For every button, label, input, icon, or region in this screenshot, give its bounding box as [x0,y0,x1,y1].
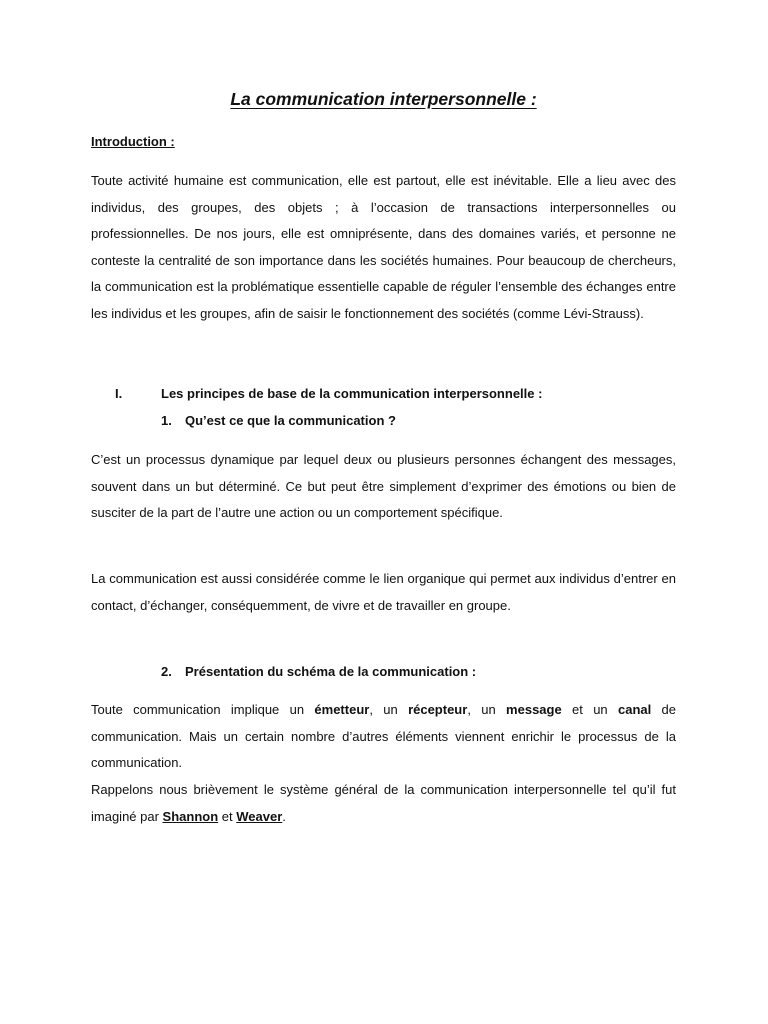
definition-paragraph: C’est un processus dynamique par lequel deux ou plusieurs personnes échangent des messages, souvent dans un but déterminé. Ce but peut être simplement d’exprimer des émotions ou bien de susciter de la part de l’autre une action ou un comportement spécifique. [91,452,676,520]
introduction-paragraph: Toute activité humaine est communication, elle est partout, elle est inévitable. Elle a lieu avec des individus, des groupes, des objets ; à l’occasion de transactions interpersonnelles ou professionnelles. De nos jours, elle est omniprésente, dans des domaines variés, et personne ne conteste la centralité de son importance dans les sociétés humaines. Pour beaucoup de chercheurs, la communication est la problématique essentielle capable de réguler l’ensemble des échanges entre les individus et les groupes, afin de saisir le fonctionnement des sociétés (comme Lévi-Strauss). [91,173,676,321]
term-recepteur: récepteur [408,702,468,717]
term-emetteur: émetteur [314,702,370,717]
introduction-heading: Introduction : [91,134,175,149]
subsection-number: 2. [161,664,172,679]
text-segment: et un [561,702,618,717]
text-segment: , un [467,702,507,717]
text-segment: , un [369,702,409,717]
document-page [91,0,676,1024]
subsection-heading-2 [161,664,476,679]
text-segment: et [218,808,237,824]
name-weaver: Weaver [236,808,283,824]
shannon-weaver-paragraph [91,777,676,830]
subsection-title: Qu’est ce que la communication ? [185,413,396,428]
term-canal: canal [617,702,652,717]
section-title: Les principes de base de la communication interpersonnelle : [161,386,543,401]
document-title: La communication interpersonnelle : [230,89,537,109]
subsection-heading-1 [161,413,396,428]
name-shannon: Shannon [162,808,219,824]
text-segment: de communication. Mais un certain nombre d’autres éléments viennent enrichir le processus de la communication. [91,702,677,770]
subsection-title: Présentation du schéma de la communication : [185,664,477,679]
section-number: I. [115,386,123,401]
schema-paragraph [91,697,676,777]
text-segment: . [282,808,286,824]
text-segment: Toute communication implique un [91,702,315,717]
subsection-number: 1. [161,413,172,428]
text-segment: Rappelons nous brièvement le système général de la communication interpersonnelle tel qu’il fut imaginé par [91,782,676,824]
term-message: message [506,702,562,717]
organic-link-paragraph: La communication est aussi considérée comme le lien organique qui permet aux individus d’entrer en contact, d’échanger, conséquemment, de vivre et de travailler en groupe. [91,571,676,613]
